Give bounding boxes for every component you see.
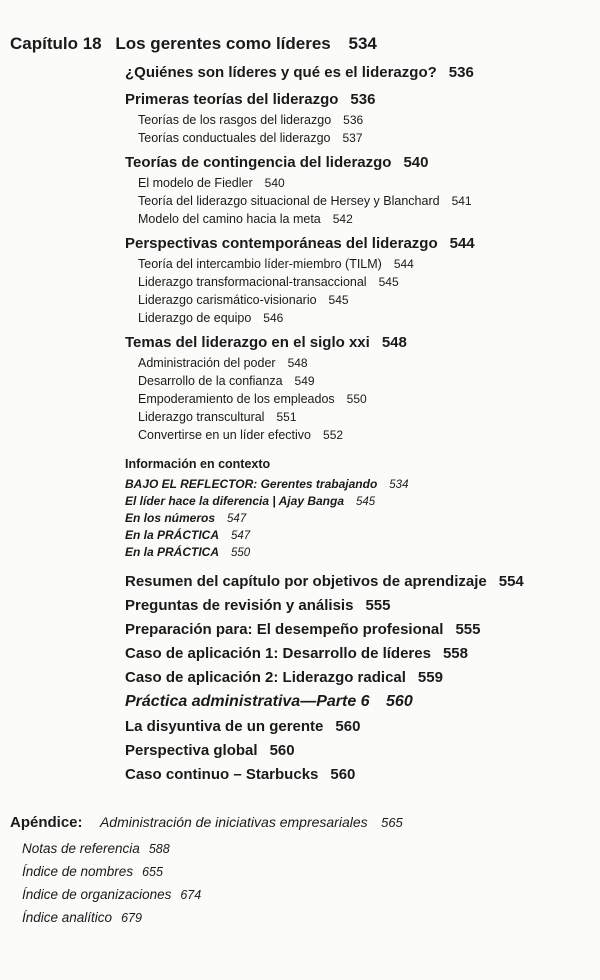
context-item-title: El líder hace la diferencia | Ajay Banga <box>125 493 344 508</box>
toc-group <box>10 61 584 84</box>
toc-section <box>125 61 584 84</box>
context-item <box>125 543 584 560</box>
toc-subsection-title: Modelo del camino hacia la meta <box>138 212 321 226</box>
toc-subsection-page: 550 <box>346 392 367 406</box>
toc-subsection-page: 549 <box>294 374 315 388</box>
toc-subsection-title: Convertirse en un líder efectivo <box>138 428 312 442</box>
toc-section-page: 548 <box>381 334 407 351</box>
toc-subsection <box>138 111 584 129</box>
toc-subsection <box>138 192 584 210</box>
toc-subsection-page: 546 <box>263 311 284 325</box>
chapter-resource-title: Caso de aplicación 2: Liderazgo radical <box>125 668 406 686</box>
backmatter-item-page: 679 <box>121 911 142 925</box>
toc-subsection <box>138 174 584 192</box>
part-item-title: Perspectiva global <box>125 741 258 759</box>
toc-section-page: 536 <box>350 91 376 108</box>
toc-section-title: ¿Quiénes son líderes y qué es el liderazgo? <box>125 64 437 81</box>
toc-subsection-page: 548 <box>287 356 308 370</box>
toc-subsection-title: Liderazgo transformacional-transaccional <box>138 275 367 289</box>
toc-subsection-title: El modelo de Fiedler <box>138 176 253 190</box>
backmatter-item-title: Índice de organizaciones <box>22 887 172 902</box>
part-item-title: La disyuntiva de un gerente <box>125 717 324 735</box>
appendix-entry <box>10 812 584 834</box>
toc-subsection-title: Desarrollo de la confianza <box>138 374 283 388</box>
toc-group <box>10 331 584 444</box>
toc-group <box>10 232 584 327</box>
context-item <box>125 509 584 526</box>
toc-section-page: 536 <box>448 64 474 81</box>
chapter-resource <box>125 641 584 665</box>
chapter-resource-page: 558 <box>442 644 468 662</box>
toc-subsection-page: 540 <box>264 176 285 190</box>
toc-subsection <box>138 408 584 426</box>
backmatter-item-title: Índice analítico <box>22 910 113 925</box>
chapter-label: Capítulo 18 <box>10 34 102 53</box>
toc-sections <box>10 61 584 444</box>
context-heading: Información en contexto <box>125 457 271 471</box>
toc-section-title: Primeras teorías del liderazgo <box>125 91 339 108</box>
toc-subsection-page: 551 <box>276 410 297 424</box>
context-items <box>125 475 584 560</box>
part-item-page: 560 <box>269 741 295 759</box>
backmatter-item <box>22 860 584 883</box>
context-item-title: En la PRÁCTICA <box>125 544 220 559</box>
part-item-title: Caso continuo – Starbucks <box>125 765 319 783</box>
context-item-page: 547 <box>231 529 251 542</box>
toc-section <box>125 151 584 174</box>
context-item <box>125 475 584 492</box>
toc-subsection-title: Liderazgo carismático-visionario <box>138 293 317 307</box>
toc-subsection-title: Empoderamiento de los empleados <box>138 392 335 406</box>
context-item-title: BAJO EL REFLECTOR: Gerentes trabajando <box>125 476 378 491</box>
toc-subsection-page: 552 <box>323 428 344 442</box>
toc-section <box>125 331 584 354</box>
backmatter-item <box>22 837 584 860</box>
part-item <box>125 714 584 738</box>
toc-section <box>125 88 584 111</box>
context-item-title: En la PRÁCTICA <box>125 527 220 542</box>
toc-subsection <box>138 354 584 372</box>
context-item-page: 534 <box>389 478 409 491</box>
toc-subsection-page: 544 <box>393 257 414 271</box>
part-item-page: 560 <box>330 765 356 783</box>
toc-subsection <box>138 426 584 444</box>
chapter-resource <box>125 569 584 593</box>
part-item <box>125 762 584 786</box>
toc-section-title: Perspectivas contemporáneas del liderazgo <box>125 235 438 252</box>
toc-subsection-page: 545 <box>328 293 349 307</box>
chapter-resource <box>125 665 584 689</box>
toc-subsection-page: 545 <box>378 275 399 289</box>
chapter-resource-title: Resumen del capítulo por objetivos de aprendizaje <box>125 572 487 590</box>
toc-group <box>10 151 584 228</box>
appendix-page: 565 <box>381 815 403 830</box>
toc-subsection-title: Teorías conductuales del liderazgo <box>138 131 331 145</box>
toc-subsection-title: Teoría del intercambio líder-miembro (TILM) <box>138 257 382 271</box>
part-item <box>125 738 584 762</box>
context-block <box>125 457 584 560</box>
chapter-resource-page: 559 <box>417 668 443 686</box>
context-item <box>125 492 584 509</box>
toc-subsection-page: 541 <box>451 194 472 208</box>
context-item-title: En los números <box>125 510 216 525</box>
chapter-resource-title: Preguntas de revisión y análisis <box>125 596 354 614</box>
toc-group <box>10 88 584 147</box>
toc-subsection-page: 536 <box>343 113 364 127</box>
toc-subsection <box>138 291 584 309</box>
appendix-label: Apéndice: <box>10 814 83 831</box>
chapter-title: Los gerentes como líderes <box>115 34 331 53</box>
toc-subsection-title: Liderazgo de equipo <box>138 311 252 325</box>
chapter-resource-page: 555 <box>455 620 481 638</box>
backmatter-item-page: 674 <box>180 888 202 902</box>
toc-subsection <box>138 309 584 327</box>
part-items <box>10 714 584 786</box>
toc-section-page: 540 <box>403 154 429 171</box>
chapter-resources <box>10 569 584 689</box>
backmatter-item <box>22 883 584 906</box>
toc-subsection <box>138 129 584 147</box>
chapter-resource-page: 555 <box>365 596 391 614</box>
context-item-page: 545 <box>356 495 376 508</box>
backmatter-item-title: Índice de nombres <box>22 864 134 879</box>
appendix-title: Administración de iniciativas empresariales <box>99 814 368 830</box>
toc-subsection-title: Teoría del liderazgo situacional de Hersey y Blanchard <box>138 194 440 208</box>
toc-section-title: Teorías de contingencia del liderazgo <box>125 154 392 171</box>
part-page: 560 <box>386 692 413 710</box>
toc-subsection <box>138 255 584 273</box>
chapter-resource <box>125 617 584 641</box>
context-item <box>125 526 584 543</box>
context-item-page: 547 <box>227 512 247 525</box>
toc-section <box>125 232 584 255</box>
chapter-resource <box>125 593 584 617</box>
chapter-page: 534 <box>348 34 377 53</box>
backmatter-item <box>22 906 584 929</box>
toc-subsection-title: Administración del poder <box>138 356 276 370</box>
context-item-page: 550 <box>231 546 251 559</box>
toc-subsection-title: Liderazgo transcultural <box>138 410 265 424</box>
toc-subsection <box>138 390 584 408</box>
toc-subsection <box>138 273 584 291</box>
toc-subsection-page: 542 <box>332 212 353 226</box>
backmatter <box>10 812 584 929</box>
backmatter-item-page: 588 <box>148 842 170 856</box>
toc-subsection <box>138 210 584 228</box>
backmatter-items <box>10 837 584 929</box>
backmatter-item-title: Notas de referencia <box>22 841 140 856</box>
part-divider <box>125 689 584 714</box>
part-item-page: 560 <box>335 717 361 735</box>
chapter-heading <box>10 34 584 54</box>
toc-subsection <box>138 372 584 390</box>
toc-subsection-page: 537 <box>342 131 363 145</box>
chapter-resource-title: Preparación para: El desempeño profesional <box>125 620 444 638</box>
chapter-resource-page: 554 <box>498 572 524 590</box>
toc-section-title: Temas del liderazgo en el siglo xxi <box>125 334 370 351</box>
backmatter-item-page: 655 <box>142 865 163 879</box>
chapter-resource-title: Caso de aplicación 1: Desarrollo de líderes <box>125 644 431 662</box>
toc-subsection-title: Teorías de los rasgos del liderazgo <box>138 113 332 127</box>
part-title: Práctica administrativa—Parte 6 <box>125 692 370 710</box>
toc-section-page: 544 <box>449 235 475 252</box>
